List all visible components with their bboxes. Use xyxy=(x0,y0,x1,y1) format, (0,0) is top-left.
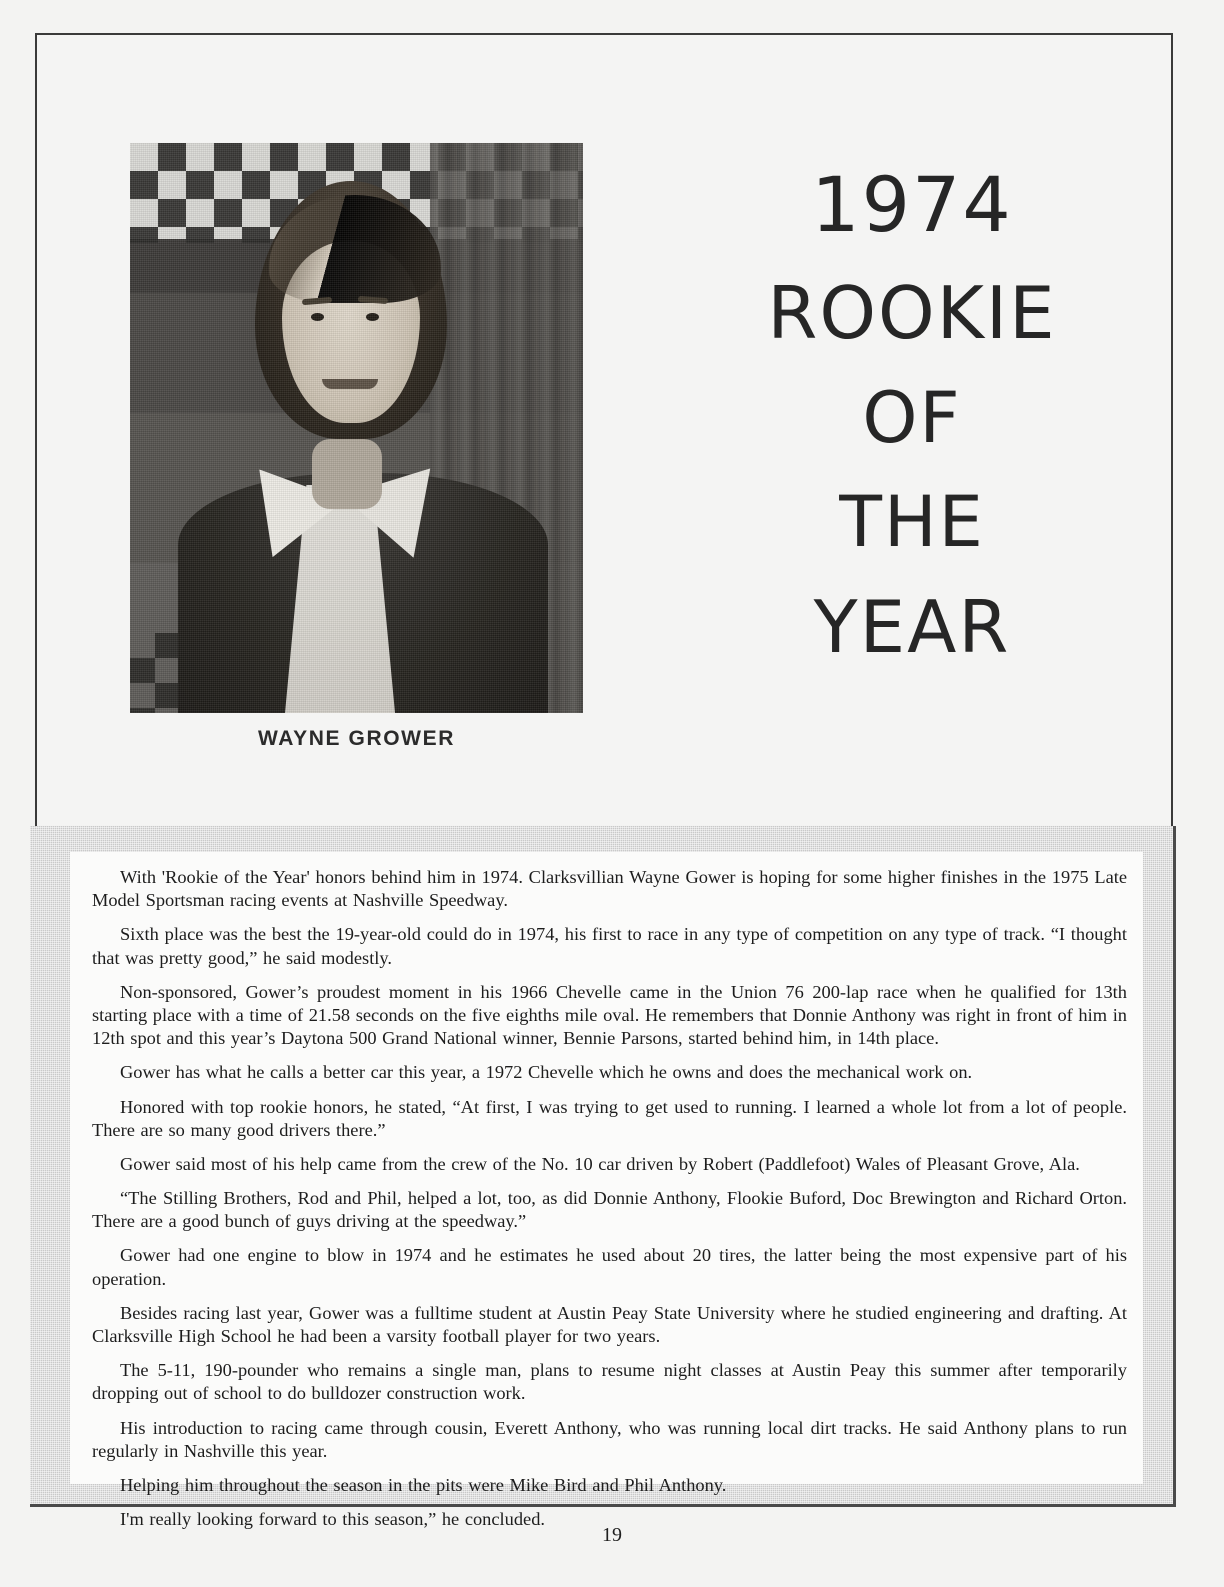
photo-subject-neck xyxy=(312,439,382,509)
article-paragraph: Gower has what he calls a better car this year, a 1972 Chevelle which he owns and does the mechanical work on. xyxy=(120,1062,973,1083)
headline-line-the: THE xyxy=(839,481,985,563)
article-paragraph: The 5-11, 190-pounder who remains a single man, plans to resume night classes at Austin Peay this summer after temporarily dropping out of school to do bulldozer construction work. xyxy=(92,1360,1127,1404)
article-paragraph: Gower said most of his help came from the crew of the No. 10 car driven by Robert (Paddlefoot) Wales of Pleasant Grove, Ala. xyxy=(120,1153,1080,1174)
photo-caption: WAYNE GROWER xyxy=(258,727,455,750)
headline-line-year: 1974 xyxy=(811,160,1013,249)
headline-line-rookie: ROOKIE xyxy=(767,271,1057,355)
page-title xyxy=(677,160,1147,669)
article-paragraph: I'm really looking forward to this season,” he concluded. xyxy=(120,1509,545,1530)
article-paragraph: Sixth place was the best the 19-year-old could do in 1974, his first to race in any type of competition on any type of track. “I thought that was pretty good,” he said modestly. xyxy=(92,924,1127,968)
page-number: 19 xyxy=(602,1524,622,1546)
article-body xyxy=(70,852,1143,1530)
article-paragraph: Honored with top rookie honors, he stated, “At first, I was trying to get used to running. I learned a whole lot from a lot of people. There are so many good drivers there.” xyxy=(92,1096,1127,1140)
headline-line-of: OF xyxy=(862,377,962,459)
hero-section xyxy=(37,35,1171,825)
article-paragraph: Helping him throughout the season in the pits were Mike Bird and Phil Anthony. xyxy=(120,1474,727,1495)
article-paragraph: Besides racing last year, Gower was a fulltime student at Austin Peay State University where he studied engineering and drafting. At Clarksville High School he had been a varsity football player for two years. xyxy=(92,1302,1127,1346)
photo-subject-mouth xyxy=(322,379,378,389)
driver-photo xyxy=(130,143,583,713)
article-paragraph: With 'Rookie of the Year' honors behind him in 1974. Clarksvillian Wayne Gower is hoping for some higher finishes in the 1975 Late Model Sportsman racing events at Nashville Speedway. xyxy=(92,867,1127,911)
article-paragraph: Gower had one engine to blow in 1974 and he estimates he used about 20 tires, the latter being the most expensive part of his operation. xyxy=(92,1245,1127,1289)
headline-line-year-word: YEAR xyxy=(813,585,1011,669)
photo-subject-eye-left xyxy=(311,313,324,321)
article-paragraph: His introduction to racing came through cousin, Everett Anthony, who was running local dirt tracks. He said Anthony plans to run regularly in Nashville this year. xyxy=(92,1417,1127,1461)
photo-image xyxy=(130,143,583,713)
article-paragraph: Non-sponsored, Gower’s proudest moment in his 1966 Chevelle came in the Union 76 200-lap race when he qualified for 13th starting place with a time of 21.58 seconds on the five eighths mile oval. He remembers that Donnie Anthony was right in front of him in 12th spot and this year’s Daytona 500 Grand National winner, Bennie Parsons, started behind him, in 14th place. xyxy=(92,981,1127,1049)
article-paragraph: “The Stilling Brothers, Rod and Phil, helped a lot, too, as did Donnie Anthony, Flookie Buford, Doc Brewington and Richard Orton. There are a good bunch of guys driving at the speedway.” xyxy=(92,1188,1127,1232)
photo-subject-eye-right xyxy=(366,313,379,321)
